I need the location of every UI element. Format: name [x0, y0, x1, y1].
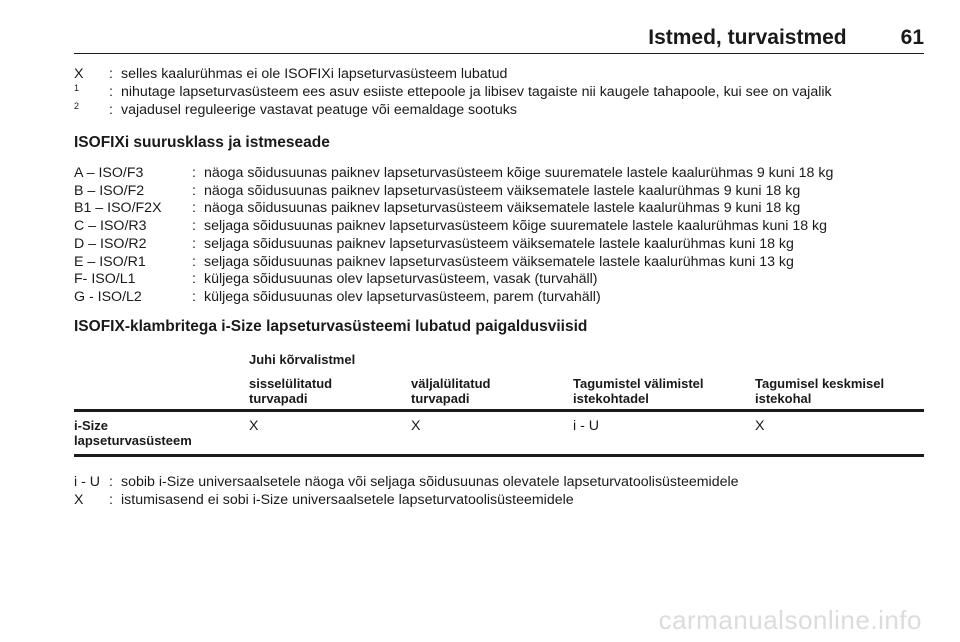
table-cell: X — [411, 418, 421, 434]
size-row — [74, 236, 924, 254]
note-term: X — [74, 66, 84, 82]
size-row — [74, 165, 924, 183]
size-desc: näoga sõidusuunas paiknev lapseturvasüsteem kõige suurematele lastele kaalurühmas 9 kuni 18 kg — [204, 165, 834, 181]
separator: : — [109, 66, 113, 82]
size-class-list — [74, 165, 924, 307]
table-group-label: Juhi kõrvalistmel — [249, 352, 356, 367]
footnote-marker: 2 — [74, 101, 80, 112]
separator: : — [109, 83, 113, 100]
separator: : — [192, 165, 196, 181]
separator: : — [192, 253, 196, 270]
legend-term: X — [74, 491, 84, 508]
size-term: B1 – ISO/F2X — [74, 200, 162, 217]
size-desc: küljega sõidusuunas olev lapseturvasüsteem, parem (turvahäll) — [204, 288, 601, 305]
size-term: B – ISO/F2 — [74, 182, 145, 199]
size-row — [74, 271, 924, 289]
separator: : — [192, 288, 196, 305]
legend-desc: istumisasend ei sobi i-Size universaalsetele lapseturvatoolisüsteemidele — [121, 491, 574, 508]
size-term: C – ISO/R3 — [74, 218, 147, 235]
page-number: 61 — [900, 26, 924, 49]
size-desc: näoga sõidusuunas paiknev lapseturvasüsteem väiksematele lastele kaalurühmas 9 kuni 18 kg — [204, 182, 801, 199]
note-row — [74, 66, 924, 84]
separator: : — [192, 182, 196, 199]
size-row — [74, 183, 924, 201]
column-header: sisselülitatud turvapadi — [249, 376, 333, 406]
size-desc: küljega sõidusuunas olev lapseturvasüsteem, vasak (turvahäll) — [204, 271, 598, 288]
size-desc: seljaga sõidusuunas paiknev lapseturvasüsteem väiksematele lastele kaalurühmas kuni 18 kg — [204, 235, 794, 252]
table-cell: i - U — [573, 418, 600, 434]
size-row — [74, 200, 924, 218]
section-title: Istmed, turvaistmed — [648, 26, 847, 49]
legend-term: i - U — [74, 474, 101, 490]
legend-row — [74, 474, 924, 492]
column-header: Tagumisel keskmisel istekohal — [755, 376, 885, 406]
size-term: A – ISO/F3 — [74, 165, 144, 181]
separator: : — [109, 474, 113, 490]
size-desc: seljaga sõidusuunas paiknev lapseturvasüsteem kõige suurematele lastele kaalurühmas kuni 18 kg — [204, 218, 828, 235]
separator: : — [109, 491, 113, 508]
size-term: D – ISO/R2 — [74, 235, 147, 252]
table-header-rule — [74, 409, 924, 412]
separator: : — [192, 235, 196, 252]
table-heading: ISOFIX-klambritega i-Size lapseturvasüsteemi lubatud paigaldusviisid — [74, 318, 588, 335]
footnote-marker: 1 — [74, 82, 80, 93]
size-term: G - ISO/L2 — [74, 288, 142, 305]
note-desc: selles kaalurühmas ei ole ISOFIXi lapseturvasüsteem lubatud — [121, 66, 508, 82]
header-divider — [74, 53, 924, 54]
note-desc: vajadusel reguleerige vastavat peatuge või eemaldage sootuks — [121, 102, 517, 119]
note-row — [74, 102, 924, 121]
size-row — [74, 254, 924, 272]
size-term: E – ISO/R1 — [74, 253, 146, 270]
note-row — [74, 84, 924, 103]
watermark: carmanualsonline.info — [658, 605, 922, 635]
size-row — [74, 218, 924, 236]
sizes-heading: ISOFIXi suurusklass ja istmeseade — [74, 134, 330, 151]
separator: : — [192, 271, 196, 288]
legend-desc: sobib i-Size universaalsetele näoga või seljaga sõidusuunas olevatele lapseturvatoolisüsteemidele — [121, 474, 739, 490]
size-row — [74, 289, 924, 307]
column-header: väljalülitatud turvapadi — [411, 376, 491, 406]
table-cell: X — [755, 418, 765, 434]
separator: : — [192, 200, 196, 217]
column-header: Tagumistel välimistel istekohtadel — [573, 376, 704, 406]
size-desc: seljaga sõidusuunas paiknev lapseturvasüsteem väiksematele lastele kaalurühmas kuni 13 kg — [204, 253, 794, 270]
notes-list — [74, 66, 924, 121]
table-row-label: i-Size lapseturvasüsteem — [74, 418, 192, 448]
table-cell: X — [249, 418, 259, 434]
separator: : — [192, 218, 196, 235]
size-term: F- ISO/L1 — [74, 271, 136, 288]
legend-row — [74, 492, 924, 510]
page-header — [648, 26, 924, 50]
table-bottom-rule — [74, 454, 924, 457]
separator: : — [109, 102, 113, 119]
size-desc: näoga sõidusuunas paiknev lapseturvasüsteem väiksematele lastele kaalurühmas 9 kuni 18 kg — [204, 200, 801, 217]
note-desc: nihutage lapseturvasüsteem ees asuv esiiste ettepoole ja libisev tagaiste nii kaugele tahapoole, kui see on vajalik — [121, 83, 832, 100]
legend-list — [74, 474, 924, 509]
